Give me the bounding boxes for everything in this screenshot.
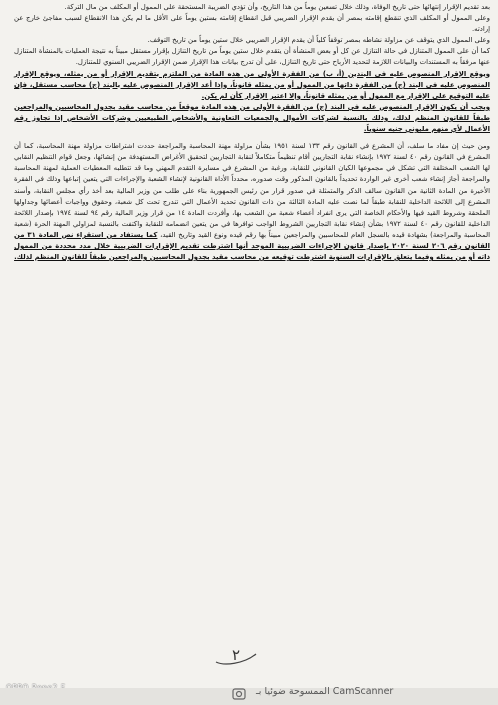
paragraph-residence-end: وعلى الممول أو المكلف الذي تنقطع إقامته بمصر أن يقدم الإقرار الضريبي قبل انقطاع إقامته بستين يوماً على الأقل ما لم يكن هذا الانقطاع لسبب مفاجئ خارج عن إرادته. — [14, 14, 490, 34]
paragraph-transfer: كما أن على الممول المتنازل في حالة التنازل عن كل أو بعض المنشأة أن يتقدم خلال ستين يوماً من تاريخ التنازل بإقرار مستقل مبيناً به نتيجة العمليات بالمنشأة المتنازل عنها مرفقاً به المستندات والبيانات اللازمة لتحديد الأرباح حتى تاريخ التنازل، على أن تدرج بيانات هذا الإقرار ضمن الإقرار الضريبي السنوي للمتنازل. — [14, 47, 490, 67]
highlighted-signature-rule: ويوقع الإقرار المنصوص عليه في البندين (أ، ب) من الفقرة الأولى من هذه المادة من الملتزم بتقديم الإقرار أو من يمثله، ويوقع الإقرار المنصوص عليه في البند (ج) من الفقرة ذاتها من الممول أو من يمثله قانوناً، وإذا أعد الإقرار المنصوص عليه بالبند (ج) محاسب مستقل، فإن عليه التوقيع على الإقرار مع الممول أو من يمثله قانوناً، وإلا اعتبر الإقرار كأن لم يكن. — [14, 69, 490, 100]
camscanner-logo-icon — [232, 688, 246, 700]
paragraph-death-return: بعد تقديم الإقرار إنتهائها حتى تاريخ الوفاة، وذلك خلال تسعين يوماً من هذا التاريخ، وأن تؤدي الضريبة المستحقة على الممول أو المكلف من مال التركة. — [64, 3, 490, 11]
highlighted-accountant-rule: ويجب أن يكون الإقرار المنصوص عليه في البند (ج) من الفقرة الأولى من هذه المادة موقعاً من محاسب مقيد بجدول المحاسبين والمراجعين طبقاً للقانون المنظم لذلك، وذلك بالنسبة لشركات الأموال والجمعيات التعاونية والأشخاص الطبيعيين وشركات الأشخاص إذا تجاوز رقم الأعمال لأي منهم مليوني جنيه سنوياً. — [14, 102, 490, 134]
legal-text — [14, 2, 490, 263]
reasoning-paragraph — [14, 141, 490, 263]
scanner-caption: الممسوحة ضوئيا بـ CamScanner — [256, 686, 394, 697]
reasoning-emphasis: كما يستفاد من استقراء نص المادة ٣١ من القانون رقم ٢٠٦ لسنة ٢٠٢٠ بإصدار قانون الإجراءات الضريبية الموحد أنها اشترطت تقديم الإقرارات الضريبية خلال مدد محددة من الممول ذاته أو من يمثله وفيما يتعلق بالإقرارات السنوية اشترطت توقيعه من محاسب مقيد بجدول المحاسبين والمراجعين طبقاً للقانون المنظم لذلك. — [14, 230, 491, 262]
page-number: ٢ — [232, 646, 241, 664]
reasoning-body: ومن حيث إن مفاد ما سلف، أن المشرع في القانون رقم ١٣٣ لسنة ١٩٥١ بشأن مزاولة مهنة المحاسبة والمراجعة حددت اشتراطات مزاولة مهنة المحاسبة، كما أن المشرع في القانون رقم ٤٠ لسنة ١٩٧٢ بإنشاء نقابة التجاريين أقام تنظيماً متكاملاً لنقابة التجاريين لتحقيق الأغراض المستهدفة من إنشائها، وجعل قوام التنظيم النقابي لها الشعب المختلفة التي تشكل في مجموعها الكيان القانوني للنقابة، ورغبة من المشرع في مسايرة التقدم المهني وما قد تتطلبه المعطيات العملية لمهنة المحاسبة والمراجعة أجاز إنشاء شعب أخرى غير الواردة تحديداً بالقانون المذكور وقت صدوره، محدداً الأداة القانونية لإنشاء الشعبة والإجراءات التي يتعين إتباعها وذلك في الفقرة الأخيرة من المادة الثانية من القانون سالف الذكر والمتمثلة في صدور قرار من رئيس الجمهورية بناء على طلب من وزير المالية بعد أخذ رأي مجلس النقابة، وأسند المشرع إلى اللائحة الداخلية للنقابة طبقاً لما نصت عليه المادة الثالثة من ذات القانون تحديد الأعمال التي تندرج تحت كل شعبة، وحقوق وواجبات أعضائها وجداولها الملحقة وشروط القيد فيها والأحكام الخاصة التي يرى انفراد أعضاء شعبة من الشعب بها، وأفردت المادة ١٤ من قرار وزير المالية رقم ٩٤ لسنة ١٩٧٤ بإصدار اللائحة الداخلية للقانون رقم ٤٠ لسنة ١٩٧٢ بشأن إنشاء نقابة التجاريين الشروط الواجب توافرها في من يتعين انضمامه للنقابة واكتفت بالنسبة لمزاولي المهنة الحرة (شعبة المحاسبة والمراجعة) بشهادة قيده بالسجل العام للمحاسبين والمراجعين مبيناً بها رقم قيده ونوع القيد وتاريخ القيد، — [14, 142, 491, 239]
scanner-footer — [0, 688, 498, 705]
paragraph-activity-stop: وعلى الممول الذي يتوقف عن مزاولة نشاطه بمصر توقفاً كلياً أن يقدم الإقرار الضريبي خلال ستين يوماً من تاريخ التوقف. — [147, 36, 490, 45]
